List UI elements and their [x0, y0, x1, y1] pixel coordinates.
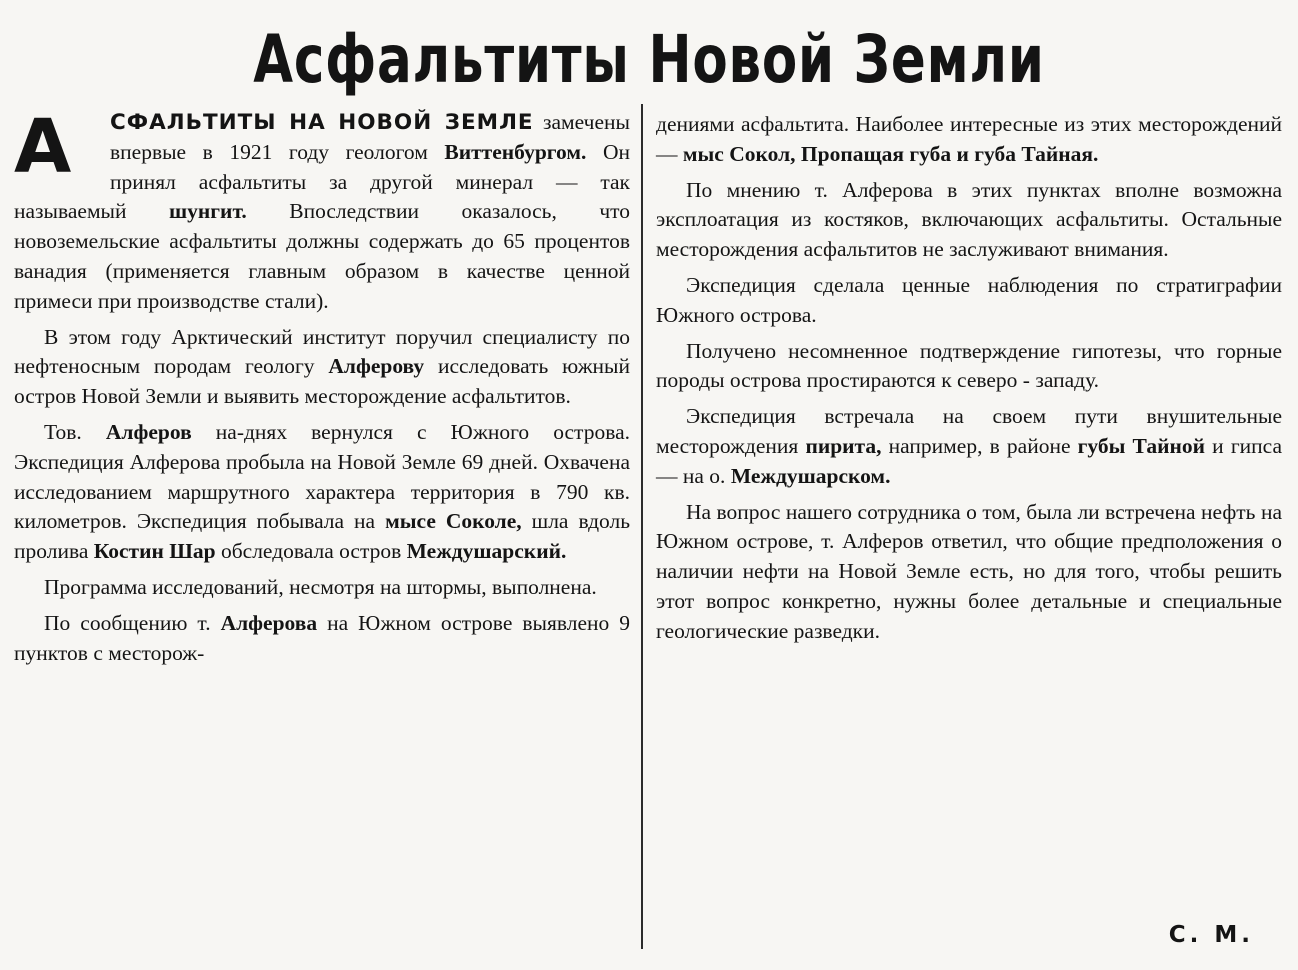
person-name: Алферову	[328, 354, 425, 379]
text-run: шла вдоль пролива	[14, 509, 631, 564]
left-paragraph-4: Программа исследований, несмотря на штормы, выполнена.	[44, 574, 597, 599]
text-run: По сообщению т.	[44, 610, 221, 635]
place-name: мысе Соколе,	[385, 509, 522, 534]
right-column	[656, 110, 1282, 653]
text-run: Он принял асфальтиты за другой минерал — так называемый	[14, 139, 630, 224]
place-names: мыс Сокол, Пропащая губа и губа Тайная.	[682, 141, 1099, 166]
right-paragraph-3: Экспедиция сделала ценные наблюдения по стратиграфии Южного острова.	[656, 272, 1282, 327]
text-run: на-днях вернулся с Южного острова. Экспедиция Алферова пробыла на Новой Земле 69 дней. Охвачена исследованием маршрутного характера территория в 790 кв. километров. Экспедиция побывала на	[14, 419, 631, 534]
person-name: Алферова	[220, 610, 318, 635]
drop-cap: А	[14, 104, 72, 190]
text-run: исследовать южный остров Новой Земли и выявить месторождение асфальтитов.	[14, 354, 630, 409]
right-paragraph-6: На вопрос нашего сотрудника о том, была ли встречена нефть на Южном острове, т. Алферов ответил, что общие предположения о наличии нефти на Новой Земле есть, но для того, чтобы решить этот вопрос конкретно, нужны более детальные и специальные геологические разведки.	[656, 499, 1282, 643]
right-paragraph-4: Получено несомненное подтверждение гипотезы, что горные породы острова простираются к северо - западу.	[656, 338, 1282, 393]
right-paragraph-1	[656, 110, 1282, 170]
author-signature: С. М.	[1168, 922, 1254, 948]
mineral-term: пирита,	[805, 433, 882, 458]
text-run: Тов.	[44, 419, 106, 444]
left-paragraph-1	[14, 104, 630, 317]
text-run: Впоследствии оказалось, что новоземельские асфальтиты должны содержать до 65 процентов ванадия (применяется главным образом в качестве ценной примеси при производстве стали).	[14, 199, 630, 313]
person-name: Виттенбургом.	[444, 139, 587, 164]
text-run: обследовала остров	[215, 539, 407, 564]
left-paragraph-3	[14, 418, 630, 567]
right-paragraph-2: По мнению т. Алферова в этих пунктах вполне возможна эксплоатация из костяков, включающих асфальтиты. Остальные месторождения асфальтитов не заслуживают внимания.	[656, 177, 1282, 262]
person-name: Алферов	[105, 419, 192, 444]
article-headline: Асфальтиты Новой Земли	[253, 21, 1045, 98]
column-divider	[641, 104, 643, 949]
place-name: губы Тайной	[1077, 433, 1206, 458]
right-paragraph-5	[656, 402, 1282, 491]
place-name: Костин Шар	[93, 539, 216, 564]
text-run: и гипса — на о.	[656, 433, 1283, 488]
place-name: Междушарский.	[406, 539, 567, 564]
text-run: В этом году Арктический институт поручил специалисту по нефтеносным породам геологу	[14, 324, 630, 379]
left-paragraph-5	[14, 609, 630, 669]
lead-phrase: СФАЛЬТИТЫ НА НОВОЙ ЗЕМЛЕ	[110, 110, 534, 135]
text-run: на Южном острове выявлено 9 пунктов с месторож-	[14, 610, 630, 665]
mineral-term: шунгит.	[169, 199, 247, 224]
text-run: Экспедиция встречала на своем пути внушительные месторождения	[656, 404, 1282, 458]
text-run: дениями асфальтита. Наиболее интересные из этих месторождений —	[656, 112, 1282, 166]
place-name: Междушарском.	[730, 463, 891, 488]
text-run: замечены впервые в 1921 году геологом	[110, 110, 630, 164]
left-column	[14, 104, 631, 674]
text-run: например, в районе	[881, 433, 1078, 458]
left-paragraph-2	[14, 323, 630, 412]
